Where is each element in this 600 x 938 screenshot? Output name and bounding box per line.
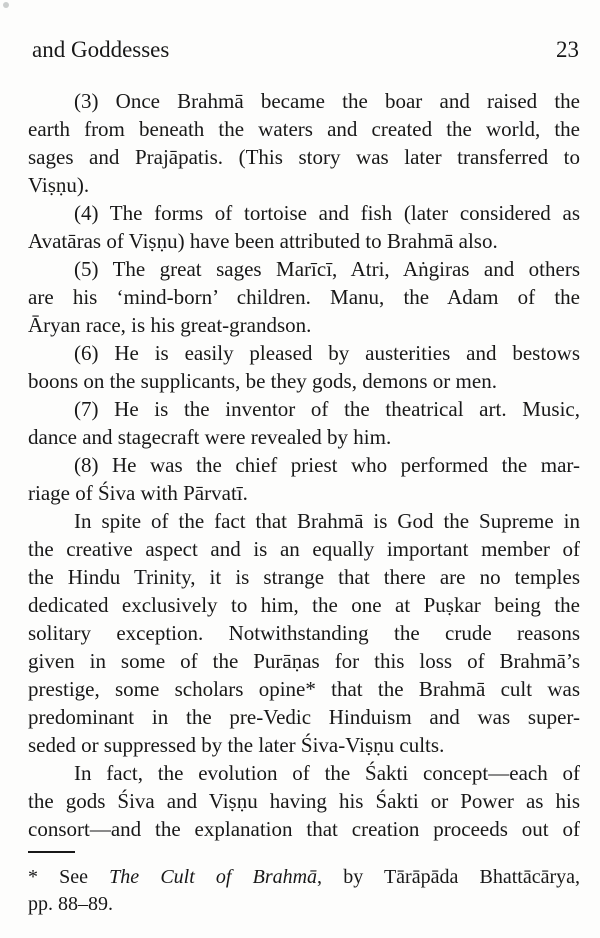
paragraph-line: earth from beneath the waters and created the world, the: [28, 117, 580, 141]
paragraph-line: prestige, some scholars opine* that the Brahmā cult was: [28, 677, 580, 701]
paragraph-line: Viṣṇu).: [28, 173, 90, 197]
footnote-text: , by Tārāpāda Bhattācārya,: [317, 866, 580, 888]
running-header: [32, 36, 579, 63]
paragraph-line: predominant in the pre-Vedic Hinduism and was super-: [28, 705, 580, 729]
paragraph-line: given in some of the Purāṇas for this loss of Brahmā’s: [28, 649, 580, 673]
paragraph-line: (8) He was the chief priest who performed the mar-: [74, 453, 580, 477]
paragraph-line: (6) He is easily pleased by austerities and bestows: [74, 341, 580, 365]
header-title: and Goddesses: [32, 37, 170, 62]
footnote: [28, 851, 580, 918]
footnote-text: * See: [28, 866, 110, 888]
paragraph-line: seded or suppressed by the later Śiva-Viṣṇu cults.: [28, 733, 445, 757]
paragraph-line: (3) Once Brahmā became the boar and raised the: [74, 89, 580, 113]
footnote-book-title: The Cult of Brahmā: [109, 866, 318, 888]
footnote-rule: [28, 851, 75, 853]
paragraph-line: boons on the supplicants, be they gods, demons or men.: [28, 369, 497, 393]
paragraph-line: In spite of the fact that Brahmā is God the Supreme in: [74, 509, 580, 533]
paragraph-line: Avatāras of Viṣṇu) have been attributed to Brahmā also.: [28, 229, 498, 253]
paragraph-line: Āryan race, is his great-grandson.: [28, 313, 312, 337]
page-number: 23: [556, 37, 579, 62]
footnote-pages: pp. 88–89.: [28, 893, 113, 915]
paragraph-line: dedicated exclusively to him, the one at Puṣkar being the: [28, 593, 580, 617]
paragraph-line: the creative aspect and is an equally important member of: [28, 537, 580, 561]
paragraph-line: riage of Śiva with Pārvatī.: [28, 481, 248, 505]
paragraph-line: solitary exception. Notwithstanding the crude reasons: [28, 621, 580, 645]
paragraph-line: dance and stagecraft were revealed by him.: [28, 425, 392, 449]
paragraph-line: consort—and the explanation that creation proceeds out of: [28, 817, 580, 841]
paragraph-line: (5) The great sages Marīcī, Atri, Aṅgiras and others: [74, 257, 580, 281]
paragraph-line: (7) He is the inventor of the theatrical art. Music,: [74, 397, 580, 421]
paragraph-line: In fact, the evolution of the Śakti concept—each of: [74, 761, 580, 785]
paragraph-line: sages and Prajāpatis. (This story was later transferred to: [28, 145, 580, 169]
paragraph-line: the gods Śiva and Viṣṇu having his Śakti or Power as his: [28, 789, 580, 813]
paragraph-line: are his ‘mind-born’ children. Manu, the Adam of the: [28, 285, 580, 309]
paragraph-line: the Hindu Trinity, it is strange that there are no temples: [28, 565, 580, 589]
paragraph-line: (4) The forms of tortoise and fish (later considered as: [74, 201, 580, 225]
footnote-citation: [28, 864, 580, 891]
scan-smudge: [3, 2, 9, 8]
page-body: [28, 87, 580, 843]
